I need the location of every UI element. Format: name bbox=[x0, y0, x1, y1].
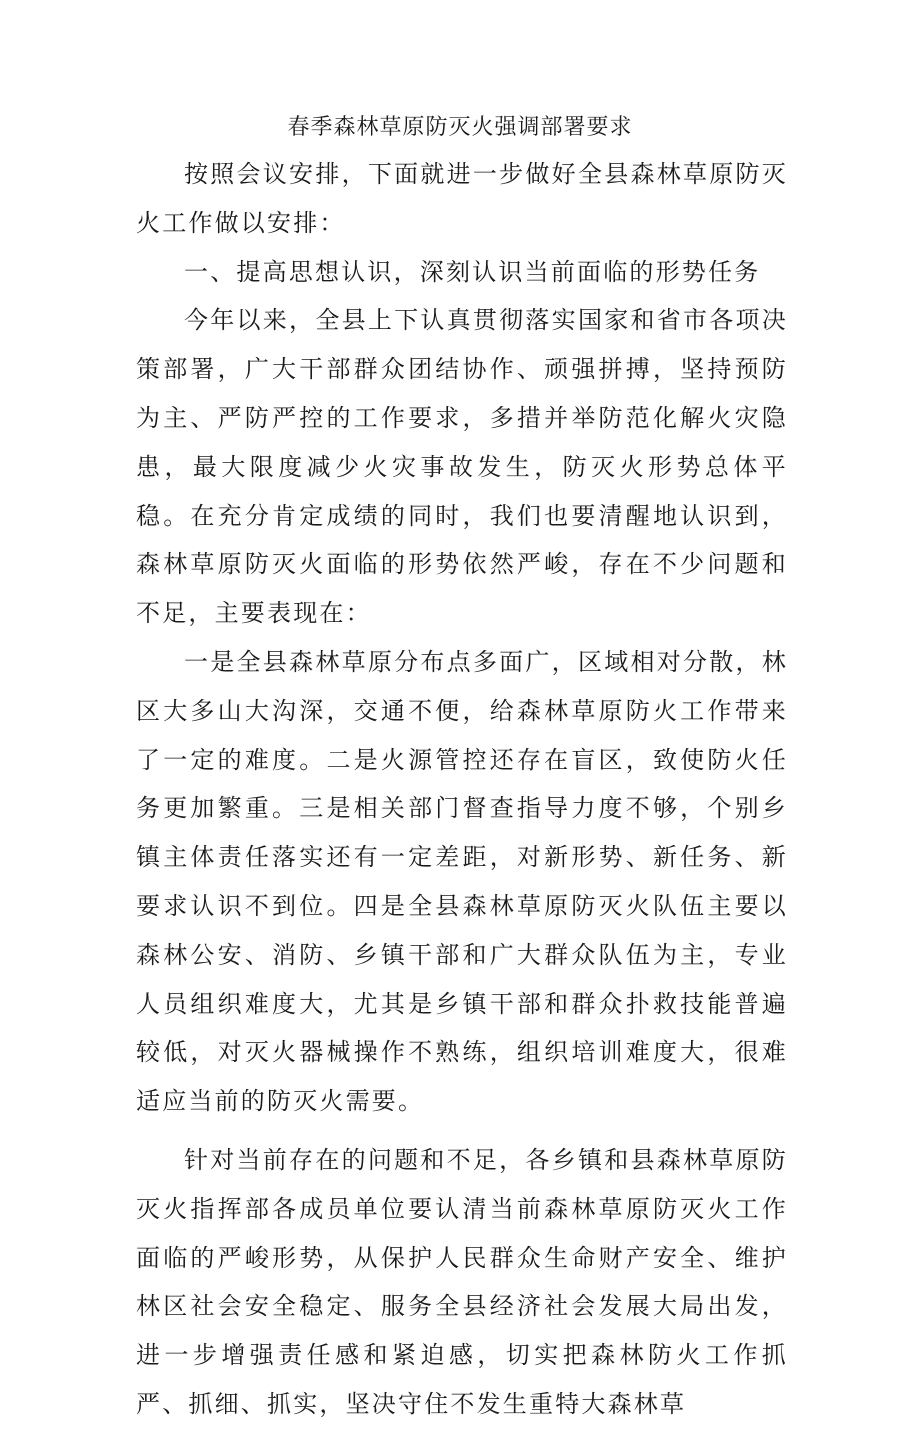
document-title: 春季森林草原防灭火强调部署要求 bbox=[287, 115, 633, 140]
paragraph-requirements: 针对当前存在的问题和不足，各乡镇和县森林草原防灭火指挥部各成员单位要认清当前森林草原防灭火工作面临的严峻形势，从保护人民群众生命财产安全、维护林区社会安全稳定、服务全县经济社会发展大局出发，进一步增强责任感和紧迫感，切实把森林防火工作抓严、抓细、抓实，坚决守住不发生重特大森林草 bbox=[136, 1145, 788, 1418]
document-body bbox=[136, 150, 788, 1429]
paragraph-problems: 一是全县森林草原分布点多面广，区域相对分散，林区大多山大沟深，交通不便，给森林草原防火工作带来了一定的难度。二是火源管控还存在盲区，致使防火任务更加繁重。三是相关部门督查指导力度不够，个别乡镇主体责任落实还有一定差距，对新形势、新任务、新要求认识不到位。四是全县森林草原防灭火队伍主要以森林公安、消防、乡镇干部和广大群众队伍为主，专业人员组织难度大，尤其是乡镇干部和群众扑救技能普遍较低，对灭火器械操作不熟练，组织培训难度大，很难适应当前的防灭火需要。 bbox=[136, 647, 788, 1116]
section-heading: 一、提高思想认识，深刻认识当前面临的形势任务 bbox=[184, 257, 761, 286]
paragraph-situation: 今年以来，全县上下认真贯彻落实国家和省市各项决策部署，广大干部群众团结协作、顽强拼搏，坚持预防为主、严防严控的工作要求，多措并举防范化解火灾隐患，最大限度减少火灾事故发生，防灭火形势总体平稳。在充分肯定成绩的同时，我们也要清醒地认识到，森林草原防灭火面临的形势依然严峻，存在不少问题和不足，主要表现在： bbox=[136, 306, 788, 628]
paragraph-intro: 按照会议安排，下面就进一步做好全县森林草原防灭火工作做以安排： bbox=[136, 160, 788, 237]
